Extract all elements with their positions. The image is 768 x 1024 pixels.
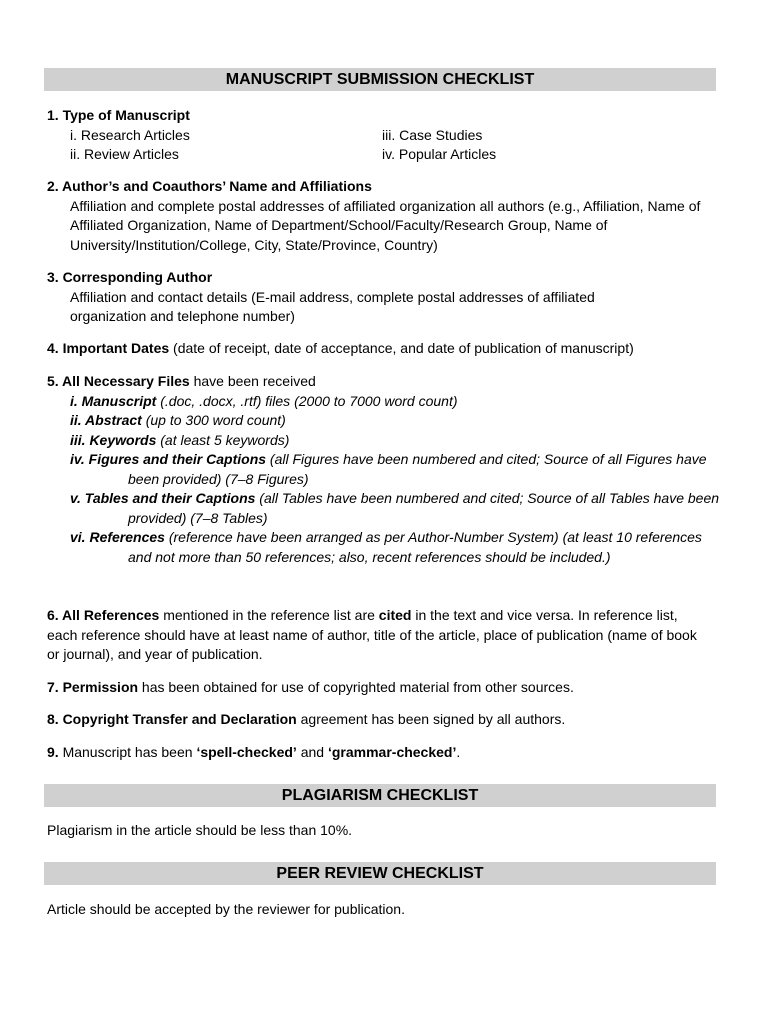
section-body: agreement has been signed by all authors. (296, 711, 566, 727)
file-item-manuscript (47, 392, 719, 412)
file-desc: (up to 300 word count) (141, 412, 286, 428)
type-row-2 (47, 145, 719, 165)
section-copyright (47, 710, 719, 730)
section-title: 2. Author’s and Coauthors’ Name and Affiliations (47, 178, 372, 194)
section-body: and (296, 744, 328, 760)
section-body: in the text and vice versa. In reference list, each reference should have at least name of author, title of the article, place of publication (name of book or journal), and year of publication. (47, 607, 697, 662)
type-item: ii. Review Articles (70, 146, 179, 162)
type-item: iii. Case Studies (382, 126, 483, 143)
type-row-1 (47, 126, 719, 146)
file-label: ii. Abstract (70, 412, 142, 428)
type-item: i. Research Articles (70, 126, 190, 143)
peer-review-text: Article should be accepted by the reviewer for publication. (47, 901, 405, 917)
file-label: vi. References (70, 529, 165, 545)
section-body: mentioned in the reference list are (159, 607, 379, 623)
file-item-figures (47, 450, 718, 489)
section-body: Affiliation and complete postal addresses of affiliated organization all authors (e.g., Affiliation, Name of Affiliated Organization, Name of Department/School/Faculty/Research Group, Name of University/Institution/College, City, State/Province, Country) (70, 197, 701, 253)
section-important-dates (47, 339, 719, 359)
section-body: Affiliation and contact details (E-mail address, complete postal addresses of affiliated organization and telephone number) (70, 288, 595, 324)
file-desc: (all Tables have been numbered and cited; Source of all Tables have been provided) (7–8 Tables) (128, 490, 720, 526)
section-title: 1. Type of Manuscript (47, 107, 190, 123)
section-body: (date of receipt, date of acceptance, and date of publication of manuscript) (169, 340, 634, 356)
section-permission (47, 678, 719, 698)
section-necessary-files (47, 372, 719, 567)
file-desc: (reference have been arranged as per Author-Number System) (at least 10 references and not more than 50 references; also, recent references should be included.) (128, 529, 702, 565)
section-number: 9. (47, 744, 59, 760)
section-title: 3. Corresponding Author (47, 269, 213, 285)
section-body: have been received (189, 373, 316, 389)
file-item-tables (47, 489, 736, 528)
section-type-of-manuscript (47, 106, 719, 165)
section-title: 6. All References (47, 607, 160, 623)
section-title: 4. Important Dates (47, 340, 170, 356)
manuscript-checklist-header: MANUSCRIPT SUBMISSION CHECKLIST (44, 68, 716, 91)
plagiarism-checklist-header: PLAGIARISM CHECKLIST (44, 784, 716, 807)
section-title: 8. Copyright Transfer and Declaration (47, 711, 297, 727)
emphasis-cited: cited (378, 607, 412, 623)
peer-review-checklist-header: PEER REVIEW CHECKLIST (44, 862, 716, 885)
file-item-references (47, 528, 718, 567)
file-label: i. Manuscript (70, 392, 157, 409)
section-body: . (456, 744, 461, 760)
file-desc: (all Figures have been numbered and cited; Source of all Figures have been provided) (7–8 Figures) (128, 451, 707, 487)
file-label: iv. Figures and their Captions (70, 451, 267, 467)
type-item: iv. Popular Articles (382, 146, 497, 162)
file-item-abstract (47, 411, 719, 431)
section-body: has been obtained for use of copyrighted material from other sources. (138, 679, 574, 695)
section-title: 5. All Necessary Files (47, 373, 190, 389)
section-authors (47, 177, 719, 255)
file-desc: (at least 5 keywords) (156, 431, 290, 448)
file-label: iii. Keywords (70, 431, 157, 448)
section-title: 7. Permission (47, 679, 139, 695)
emphasis-spell-checked: ‘spell-checked’ (196, 744, 297, 760)
section-spell-check (47, 743, 719, 763)
file-desc: (.doc, .docx, .rtf) files (2000 to 7000 word count) (156, 392, 458, 409)
section-all-references (47, 606, 707, 665)
emphasis-grammar-checked: ‘grammar-checked’ (327, 744, 457, 760)
section-body: Manuscript has been (58, 744, 197, 760)
file-label: v. Tables and their Captions (70, 490, 256, 506)
section-corresponding-author (47, 268, 719, 327)
file-item-keywords (47, 431, 719, 451)
plagiarism-text: Plagiarism in the article should be less than 10%. (47, 822, 353, 838)
